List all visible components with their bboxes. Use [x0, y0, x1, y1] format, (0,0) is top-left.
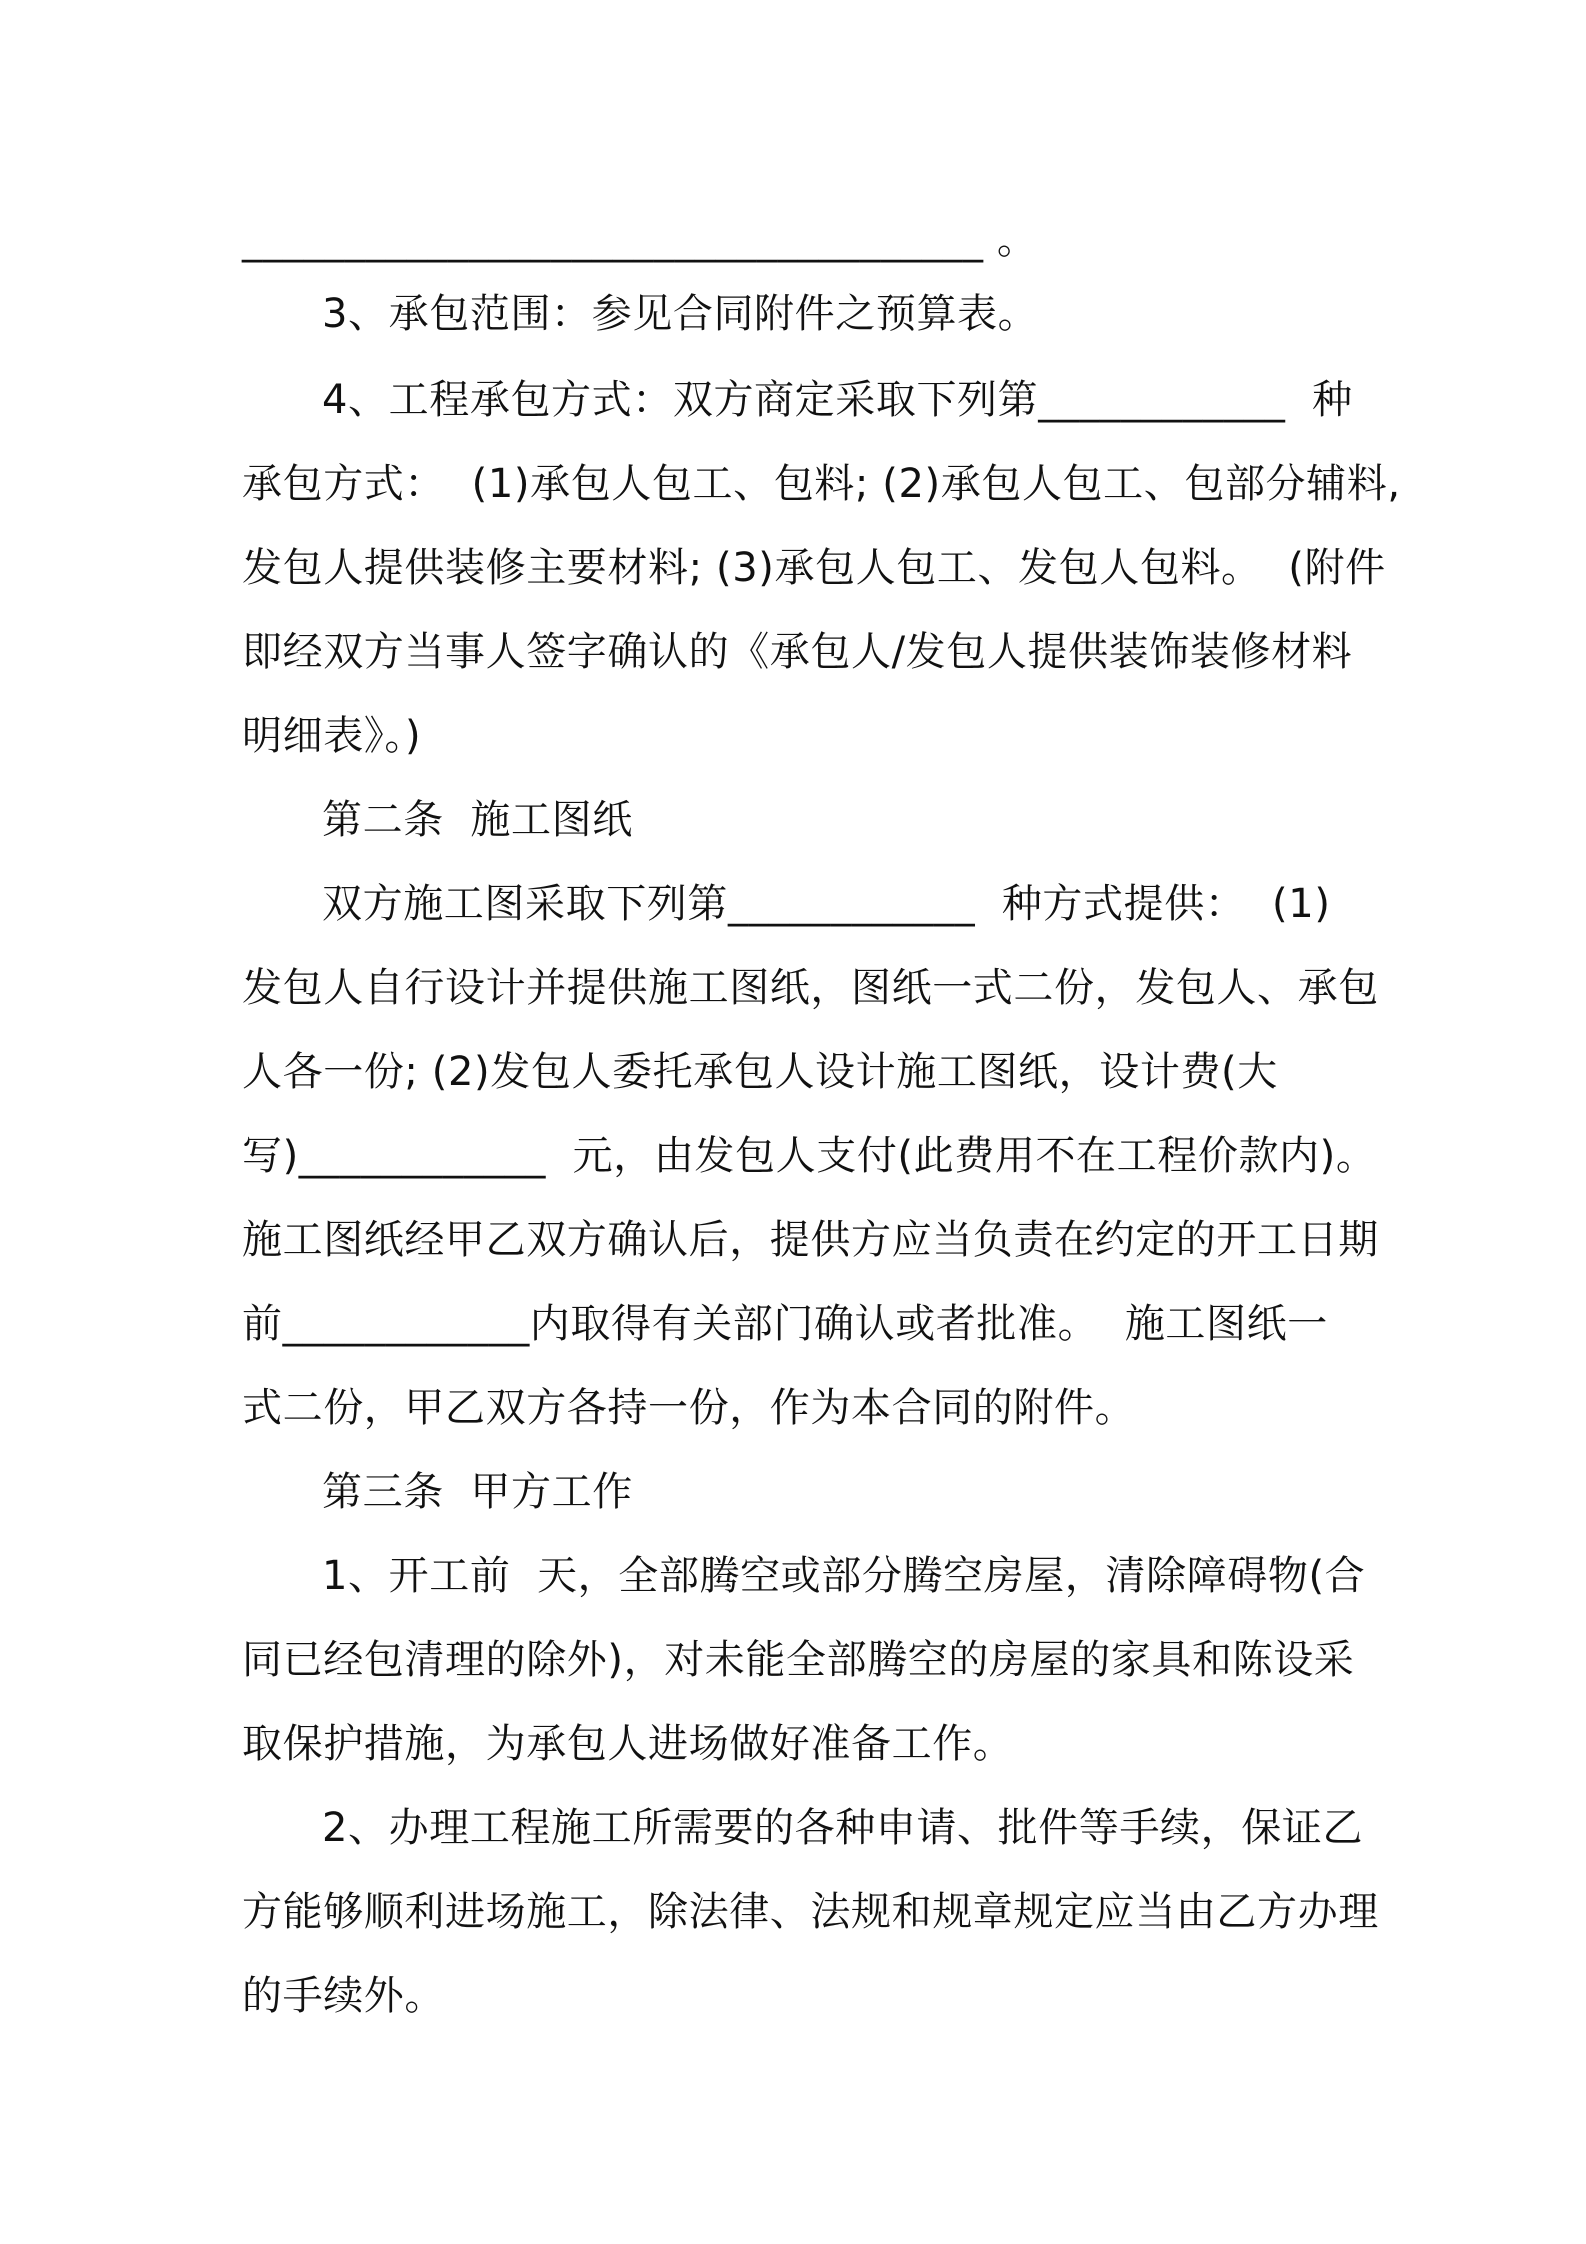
- article-3-heading: 第三条 甲方工作: [322, 1469, 633, 1515]
- article-3-item-2-line-2: 方能够顺利进场施工，除法律、法规和规章规定应当由乙方办理: [242, 1889, 1379, 1935]
- clause-4-method-line-3: 发包人提供装修主要材料; (3)承包人包工、发包人包料。 (附件: [242, 545, 1386, 591]
- article-2-text-line-5: 施工图纸经甲乙双方确认后，提供方应当负责在约定的开工日期: [242, 1217, 1379, 1263]
- article-2-text-line-6: 前____________内取得有关部门确认或者批准。 施工图纸一: [242, 1301, 1328, 1347]
- article-2-text-line-7: 式二份，甲乙双方各持一份，作为本合同的附件。: [242, 1385, 1136, 1431]
- article-2-text-line-2: 发包人自行设计并提供施工图纸，图纸一式二份，发包人、承包: [242, 965, 1379, 1011]
- clause-4-method-line-5: 明细表》。): [242, 713, 422, 759]
- clause-4-method-line-4: 即经双方当事人签字确认的《承包人/发包人提供装饰装修材料: [242, 629, 1353, 675]
- clause-4-method-line-2: 承包方式： (1)承包人包工、包料; (2)承包人包工、包部分辅料,: [242, 461, 1401, 507]
- article-3-item-2-line-3: 的手续外。: [242, 1973, 445, 2019]
- clause-4-method-line-1: 4、工程承包方式：双方商定采取下列第____________ 种: [322, 377, 1353, 423]
- article-2-text-line-3: 人各一份; (2)发包人委托承包人设计施工图纸，设计费(大: [242, 1049, 1278, 1095]
- article-3-item-1-line-1: 1、开工前 天，全部腾空或部分腾空房屋，清除障碍物(合: [322, 1553, 1366, 1599]
- article-2-text-line-4: 写)____________ 元，由发包人支付(此费用不在工程价款内)。: [242, 1133, 1377, 1179]
- article-3-item-1-line-2: 同已经包清理的除外)，对未能全部腾空的房屋的家具和陈设采: [242, 1637, 1355, 1683]
- article-2-text-line-1: 双方施工图采取下列第____________ 种方式提供： (1): [322, 881, 1331, 927]
- article-3-item-1-line-3: 取保护措施，为承包人进场做好准备工作。: [242, 1721, 1014, 1767]
- clause-3-scope: 3、承包范围：参见合同附件之预算表。: [322, 291, 1039, 337]
- article-2-heading: 第二条 施工图纸: [322, 797, 633, 843]
- article-3-item-2-line-1: 2、办理工程施工所需要的各种申请、批件等手续，保证乙: [322, 1805, 1364, 1851]
- blank-underline-line: ____________________________________ 。: [242, 217, 1038, 263]
